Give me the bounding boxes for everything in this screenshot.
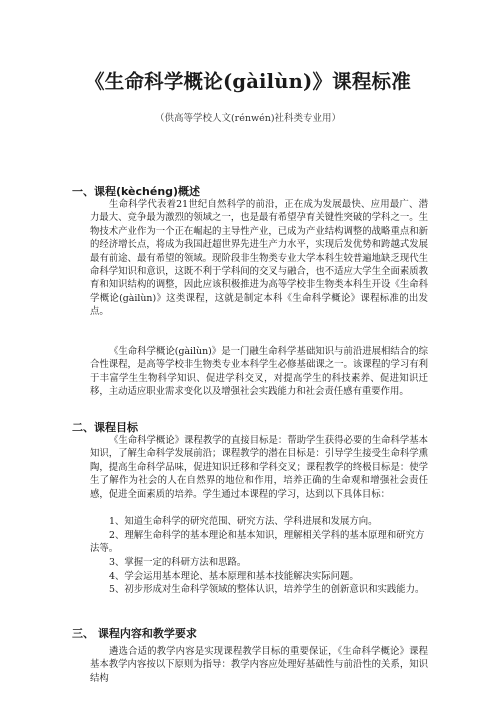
section-heading-content: 三、 课程内容和教学要求 [72,627,197,640]
overview-paragraph-1: 生命科学代表着21世纪自然科学的前沿，正在成为发展最快、应用最广、潜力最大、竞争最为激烈的领域之一，也是最有希望孕育关键性突破的学科之一。生物技术产业作为一个正在崛起的主导性产业，已成为产业结构调整的战略重点和新的经济增长点，将成为我国赶超世界先进生产力水平，实现后发优势和跨越式发展最有前途、最有希望的领域。现阶段非生物类专业大学本科生较普遍地缺乏现代生命科学知识和意识，这既不利于学科间的交叉与融合，也不适应大学生全面素质教育和知识结构的调整，因此应该积极推进为高等学校非生物类本科生开设《生命科学概论(gàilùn)》这类课程，这就是制定本科《生命科学概论》课程标准的出发点。 [90,199,428,318]
objectives-paragraph: 《生命科学概论》课程教学的直接目标是：帮助学生获得必要的生命科学基本知识，了解生命科学发展前沿；课程教学的潜在目标是：引导学生接受生命科学熏陶，提高生命科学品味，促进知识迁移和学科交叉；课程教学的终极目标是：使学生了解作为社会的人在自然界的地位和作用，培养正确的生命观和增强社会责任感，促进全面素质的培养。学生通过本课程的学习，达到以下具体目标： [90,435,428,500]
document-subtitle: （供高等学校人文(rénwén)社科类专业用） [154,113,342,124]
objective-item-1: 1、知道生命科学的研究范围、研究方法、学科进展和发展方向。 [109,516,378,527]
objective-item-3: 3、掌握一定的科研方法和思路。 [109,557,247,568]
section-heading-overview: 一、课程(kèchéng)概述 [72,185,201,198]
objective-item-2: 2、理解生命科学的基本理论和基本知识，理解相关学科的基本原理和研究方法等。 [90,530,425,555]
content-paragraph: 遴选合适的教学内容是实现课程教学目标的重要保证，《生命科学概论》课程基本教学内容按以下原则为指导：教学内容应处理好基础性与前沿性的关系，知识结构 [90,646,428,684]
document-title: 《生命科学概论(gàilùn)》课程标准 [85,70,411,93]
objective-item-5: 5、初步形成对生命科学领域的整体认识，培养学生的创新意识和实践能力。 [109,584,425,595]
objective-item-4: 4、学会运用基本理论、基本原理和基本技能解决实际问题。 [109,571,359,582]
overview-paragraph-2: 《生命科学概论(gàilùn)》是一门融生命科学基础知识与前沿进展相结合的综合性课程，是高等学校非生物类专业本科学生必修基础课之一。该课程的学习有利于丰富学生生物科学知识、促进学科交叉，对提高学生的科技素养、促进知识迁移，主动适应职业需求变化以及增强社会实践能力和社会责任感有重要作用。 [90,346,428,398]
section-heading-objectives: 二、课程目标 [72,421,138,434]
